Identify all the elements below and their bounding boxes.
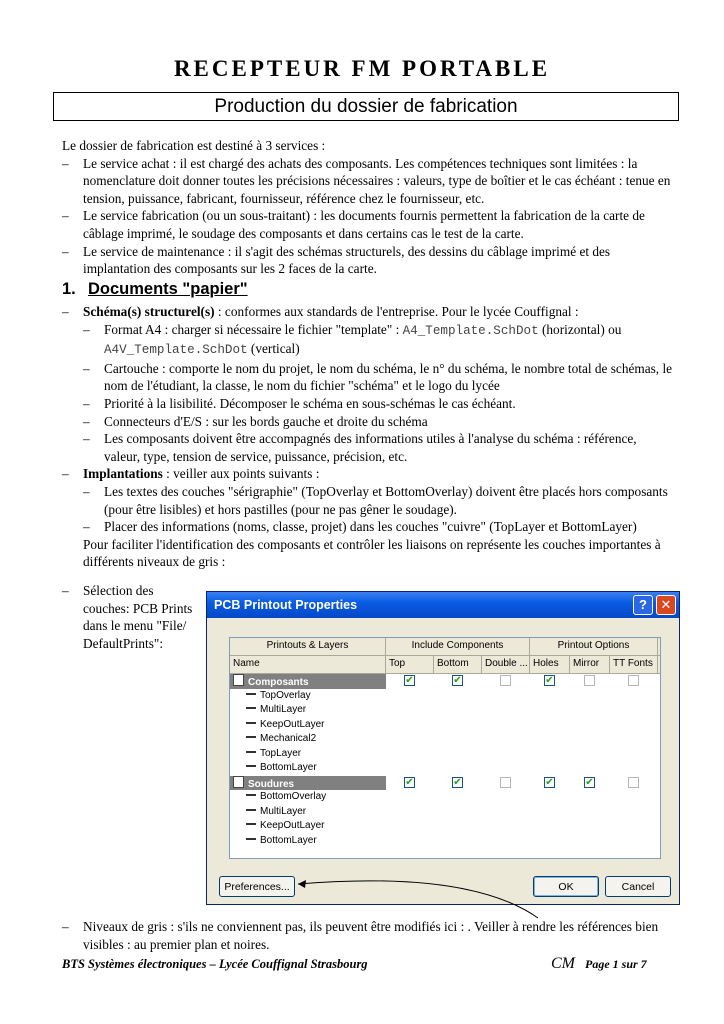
layer-name: KeepOutLayer (260, 820, 325, 831)
dash-bullet: – (62, 583, 69, 598)
layer-name: Mechanical2 (260, 733, 317, 744)
layer-name: BottomOverlay (260, 791, 327, 802)
gray-levels-paragraph: Pour faciliter l'identification des composants et contrôler les liaisons on représente les couches importantes à différents niveaux de gris : (83, 536, 661, 570)
dash-bullet: – (62, 919, 69, 934)
column-top[interactable]: Top (386, 656, 434, 673)
layer-name: BottomLayer (260, 762, 317, 773)
dialog-title: PCB Printout Properties (214, 598, 358, 612)
checkbox-top[interactable]: ✔ (405, 776, 414, 788)
checkbox-holes[interactable]: ✔ (545, 776, 554, 788)
footer-initials: CM (551, 955, 575, 972)
ok-button[interactable]: OK (533, 876, 599, 897)
column-tt-fonts[interactable]: TT Fonts (610, 656, 658, 673)
selection-text: Sélection des couches: PCB Prints dans le menu "File/ DefaultPrints": (83, 583, 193, 651)
header-printout-options: Printout Options (530, 638, 658, 655)
format-mid-text: (horizontal) ou (538, 321, 622, 337)
format-pre-text: Format A4 : charger si nécessaire le fichier "template" : (104, 321, 403, 337)
column-name[interactable]: Name (230, 656, 386, 673)
cuivre-item: – Placer des informations (noms, classe, projet) dans les couches "cuivre" (TopLayer et BottomLayer) (83, 518, 674, 536)
section-number: 1. (62, 280, 76, 298)
service-item-achat: – Le service achat : il est chargé des achats des composants. Les compétences techniques sont limitées : la nomenclature doit donner toutes les précisions nécessaires : valeurs, type de boîtier et le cas échéant : tenue en tension, puissance, fabricant, fournisseur, référence chez le fournisseur, etc. (62, 155, 674, 208)
checkbox-mirror[interactable]: ✔ (585, 776, 594, 788)
service-item-fabrication: – Le service fabrication (ou un sous-traitant) : les documents fournis permettent la fabrication de la carte de câblage imprimé, le soudage des composants et dans certains cas le test de la carte. (62, 207, 674, 242)
checkbox-bottom[interactable]: ✔ (453, 776, 462, 788)
layer-name: MultiLayer (260, 805, 307, 817)
layer-name: TopOverlay (260, 689, 311, 701)
footer-page-info (551, 955, 647, 973)
template-h-filename: A4_Template.SchDot (402, 323, 539, 338)
column-double[interactable]: Double ... (482, 656, 530, 673)
intro-paragraph: Le dossier de fabrication est destiné à 3 services : (62, 138, 326, 153)
close-icon[interactable]: ✕ (656, 595, 676, 615)
header-printouts-layers: Printouts & Layers (230, 638, 386, 655)
footer-school: BTS Systèmes électroniques – Lycée Couffignal Strasbourg (62, 957, 368, 971)
subtitle-box: Production du dossier de fabrication (53, 92, 679, 121)
connecteurs-item: – Connecteurs d'E/S : sur les bords gauche et droite du schéma (83, 413, 674, 431)
layer-name: BottomLayer (260, 834, 317, 846)
checkbox-top[interactable]: ✔ (405, 675, 414, 686)
group-name: Composants (248, 677, 309, 688)
schema-text: : conformes aux standards de l'entreprise. Pour le lycée Couffignal : (214, 304, 579, 319)
callout-line (298, 881, 538, 918)
help-icon[interactable]: ? (633, 595, 653, 615)
schema-label: Schéma(s) structurel(s) (83, 304, 215, 319)
cancel-button[interactable]: Cancel (605, 876, 671, 897)
column-mirror[interactable]: Mirror (570, 656, 610, 673)
gray-levels-text: Niveaux de gris : s'ils ne conviennent pas, ils peuvent être modifiés ici : . Veiller à rendre les références bien visibles : au premier plan et noires. (83, 919, 659, 952)
service-item-maintenance: – Le service de maintenance : il s'agit des schémas structurels, des dessins du câblage imprimé et des implantation des composants sur les 2 faces de la carte. (62, 243, 674, 278)
composants-item: – Les composants doivent être accompagnés des informations utiles à l'analyse du schéma : référence, valeur, type, tension de service, puissance, précision, etc. (83, 430, 674, 465)
column-bottom[interactable]: Bottom (434, 656, 482, 673)
priorite-item: – Priorité à la lisibilité. Décomposer le schéma en sous-schémas le cas échéant. (83, 395, 674, 413)
implant-label: Implantations (83, 466, 163, 482)
cartouche-item: – Cartouche : comporte le nom du projet, le nom du schéma, le n° du schéma, le nombre total de schémas, le nom de l'étudiant, la classe, le nom du fichier "schéma" et le logo du lycée (83, 360, 674, 395)
layer-name: MultiLayer (260, 704, 307, 715)
header-include-components: Include Components (386, 638, 530, 655)
checkbox-bottom[interactable]: ✔ (453, 675, 462, 686)
gray-levels-item (62, 918, 673, 953)
preferences-button[interactable]: Preferences... (219, 876, 295, 897)
footer-page-number: Page 1 sur 7 (585, 957, 647, 971)
serigraphie-item: – Les textes des couches "sérigraphie" (TopOverlay et BottomOverlay) doivent être placés hors composants (pour être lisibles) et hors pastilles (pour ne pas gêner le soudage). (83, 483, 674, 518)
group-name: Soudures (248, 778, 295, 790)
implant-text: : veiller aux points suivants : (162, 466, 320, 482)
column-holes[interactable]: Holes (530, 656, 570, 673)
page-title: RECEPTEUR FM PORTABLE (173, 56, 551, 81)
layer-name: TopLayer (260, 747, 302, 759)
section-title: Documents "papier" (88, 280, 248, 298)
layer-name: KeepOutLayer (260, 718, 325, 730)
callout-arrowhead (298, 880, 306, 888)
template-v-filename: A4V_Template.SchDot (104, 343, 248, 358)
checkbox-holes[interactable]: ✔ (545, 675, 554, 686)
format-post-text: (vertical) (247, 341, 300, 357)
